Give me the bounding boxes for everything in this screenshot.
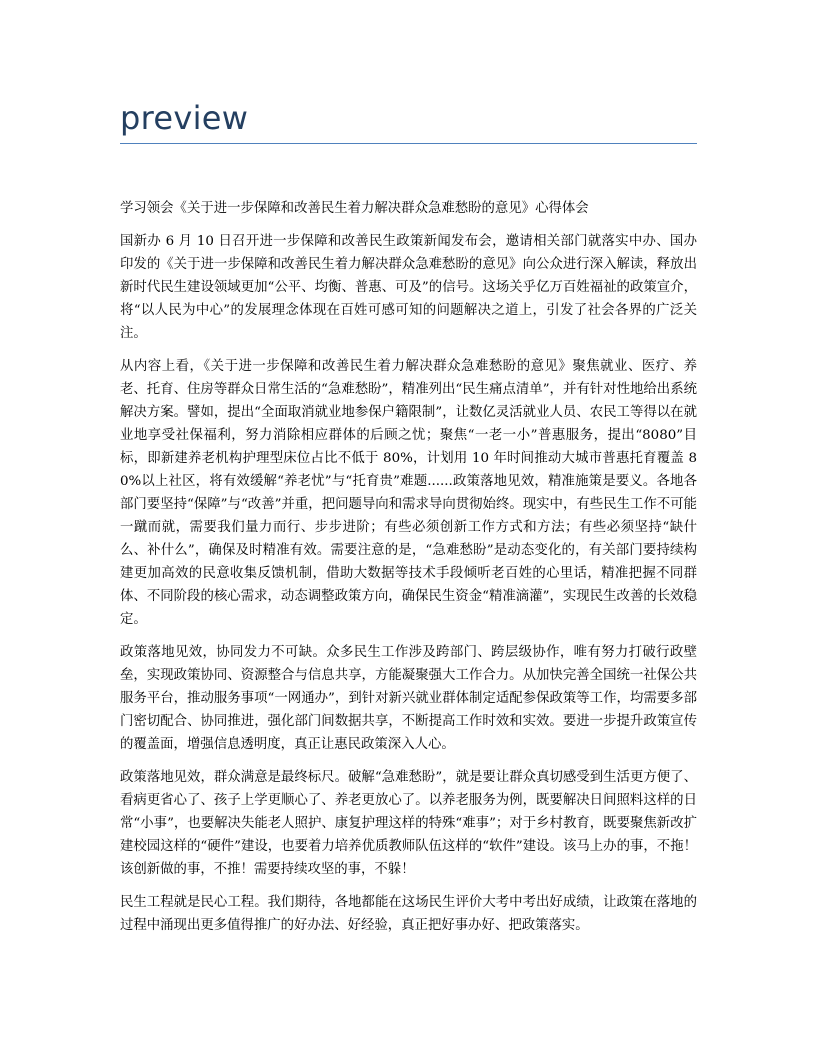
paragraph-content: 从内容上看，《关于进一步保障和改善民生着力解决群众急难愁盼的意见》聚焦就业、医疗、养老、托育、住房等群众日常生活的“急难愁盼”，精准列出“民生痛点清单”，并有针对性地给出系统解决方案。譬如，提出“全面取消就业地参保户籍限制”，让数亿灵活就业人员、农民工等得以在就业地享受社保福利，努力消除相应群体的后顾之忧；聚焦“一老一小”普惠服务，提出“8080”目标，即新建养老机构护理型床位占比不低于 80%，计划用 10 年时间推动大城市普惠托育覆盖 80%以上社区，将有效缓解“养老忧”与“托育贵”难题......政策落地见效，精准施策是要义。各地各部门要坚持“保障”与“改善”并重，把问题导向和需求导向贯彻始终。现实中，有些民生工作不可能一蹴而就，需要我们量力而行、步步进阶；有些必须创新工作方式和方法；有些必须坚持“缺什么、补什么”，确保及时精准有效。需要注意的是，“急难愁盼”是动态变化的，有关部门要持续构建更加高效的民意收集反馈机制，借助大数据等技术手段倾听老百姓的心里话，精准把握不同群体、不同阶段的核心需求，动态调整政策方向，确保民生资金“精准滴灌”，实现民生改善的长效稳定。	[120, 359, 697, 627]
article-heading: 学习领会《关于进一步保障和改善民生着力解决群众急难愁盼的意见》心得体会	[120, 201, 589, 216]
paragraph-conclusion: 民生工程就是民心工程。我们期待，各地都能在这场民生评价大考中考出好成绩，让政策在落地的过程中涌现出更多值得推广的好办法、好经验，真正把好事办好、把政策落实。	[120, 895, 697, 933]
title-divider	[120, 143, 697, 144]
document-title: preview	[120, 99, 249, 137]
document-page	[120, 0, 697, 937]
paragraph-intro: 国新办 6 月 10 日召开进一步保障和改善民生政策新闻发布会，邀请相关部门就落实中办、国办印发的《关于进一步保障和改善民生着力解决群众急难愁盼的意见》向公众进行深入解读，释放出新时代民生建设领域更加“公平、均衡、普惠、可及”的信号。这场关乎亿万百姓福祉的政策宣介，将“以人民为中心”的发展理念体现在百姓可感可知的问题解决之道上，引发了社会各界的广泛关注。	[120, 234, 697, 341]
paragraph-satisfaction: 政策落地见效，群众满意是最终标尺。破解“急难愁盼”，就是要让群众真切感受到生活更方便了、看病更省心了、孩子上学更顺心了、养老更放心了。以养老服务为例，既要解决日间照料这样的日常“小事”，也要解决失能老人照护、康复护理这样的特殊“难事”；对于乡村教育，既要聚焦新改扩建校园这样的“硬件”建设，也要着力培养优质教师队伍这样的“软件”建设。该马上办的事，不拖！该创新做的事，不推！需要持续攻坚的事，不躲！	[120, 770, 697, 877]
paragraph-coordination: 政策落地见效，协同发力不可缺。众多民生工作涉及跨部门、跨层级协作，唯有努力打破行政壁垒，实现政策协同、资源整合与信息共享，方能凝聚强大工作合力。从加快完善全国统一社保公共服务平台，推动服务事项“一网通办”，到针对新兴就业群体制定适配参保政策等工作，均需要多部门密切配合、协同推进，强化部门间数据共享，不断提高工作时效和实效。要进一步提升政策宣传的覆盖面，增强信息透明度，真正让惠民政策深入人心。	[120, 645, 697, 752]
